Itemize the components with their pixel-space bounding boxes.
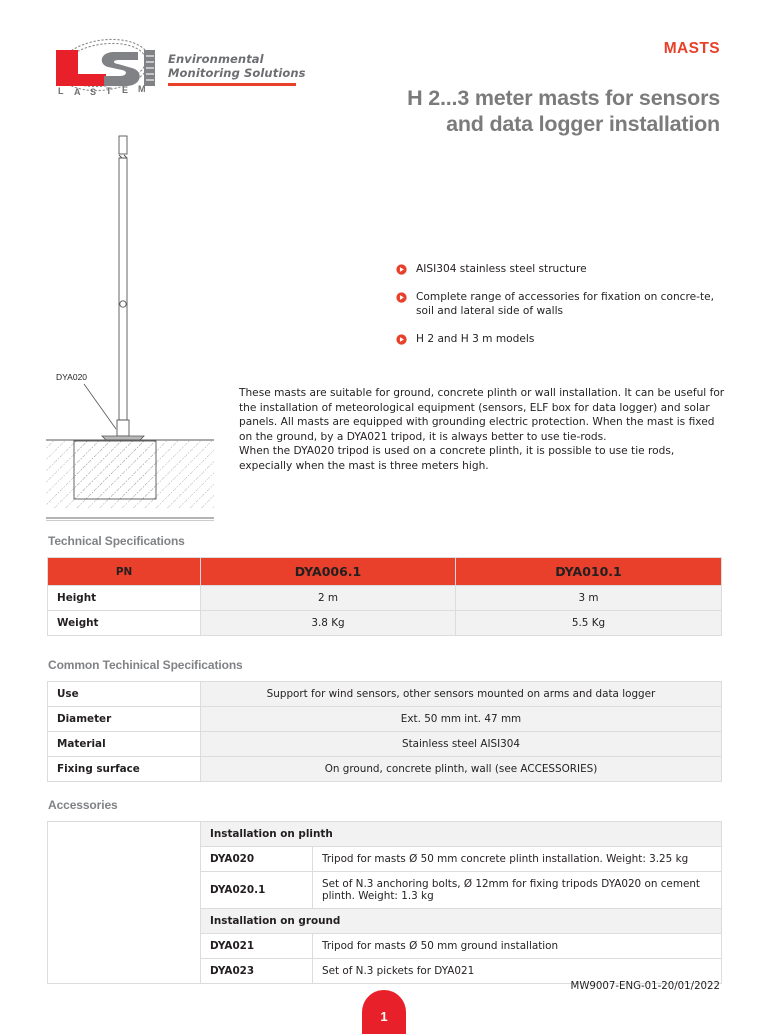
cell-diameter-value: Ext. 50 mm int. 47 mm xyxy=(201,707,722,732)
feature-text: H 2 and H 3 m models xyxy=(416,332,535,345)
cell-material-value: Stainless steel AISI304 xyxy=(201,732,722,757)
feature-text: Complete range of accessories for fixation on concre-te, soil and lateral side of walls xyxy=(416,290,714,317)
cell-height-dya010: 3 m xyxy=(456,586,722,611)
accessory-pn-dya020-1: DYA020.1 xyxy=(201,872,313,909)
table-row xyxy=(48,586,722,611)
table-row xyxy=(48,611,722,636)
feature-list xyxy=(396,262,726,346)
cell-weight-dya010: 5.5 Kg xyxy=(456,611,722,636)
section-title-accessories: Accessories xyxy=(48,798,118,812)
accessory-description-dya020: Tripod for masts Ø 50 mm concrete plinth installation. Weight: 3.25 kg xyxy=(313,847,722,872)
row-label-height: Height xyxy=(48,586,201,611)
row-label-use: Use xyxy=(48,682,201,707)
column-header-pn: PN xyxy=(48,558,201,586)
common-specifications-table xyxy=(47,681,722,782)
feature-text: AISI304 stainless steel structure xyxy=(416,263,587,275)
play-bullet-icon xyxy=(396,334,407,345)
cell-weight-dya006: 3.8 Kg xyxy=(201,611,456,636)
svg-text:T: T xyxy=(106,86,113,96)
list-item xyxy=(396,262,726,277)
tagline-line-2: Monitoring Solutions xyxy=(168,66,306,80)
section-title-common-specifications: Common Techinical Specifications xyxy=(48,658,243,672)
accessory-pn-dya021: DYA021 xyxy=(201,934,313,959)
brand-tagline xyxy=(168,52,348,86)
group-header-installation-on-plinth: Installation on plinth xyxy=(201,822,722,847)
table-row xyxy=(48,707,722,732)
drawing-caption-dya020: DYA020 xyxy=(56,372,88,382)
svg-text:S: S xyxy=(90,87,98,96)
page-title-line-2: and data logger installation xyxy=(446,112,720,136)
page-number-badge: 1 xyxy=(362,990,406,1034)
accessory-pn-dya023: DYA023 xyxy=(201,959,313,984)
accessory-pn-dya020: DYA020 xyxy=(201,847,313,872)
svg-text:A: A xyxy=(74,87,82,96)
list-item xyxy=(396,332,726,347)
table-row xyxy=(48,682,722,707)
play-bullet-icon xyxy=(396,264,407,275)
table-row xyxy=(48,757,722,782)
table-row xyxy=(48,732,722,757)
table-header-row xyxy=(48,558,722,586)
intro-paragraph-1: These masts are suitable for ground, concrete plinth or wall installation. It can be useful for the installation of meteorological equipment (sensors, ELF box for data logger) and solar panels. All masts are equipped with grounding electric protection. When the mast is fixed on the ground, by a DYA021 tripod, it is always better to use tie-rods. xyxy=(239,387,725,443)
document-code: MW9007-ENG-01-20/01/2022 xyxy=(570,981,720,992)
accessory-description-dya021: Tripod for masts Ø 50 mm ground installation xyxy=(313,934,722,959)
row-label-diameter: Diameter xyxy=(48,707,201,732)
cell-height-dya006: 2 m xyxy=(201,586,456,611)
row-label-fixing-surface: Fixing surface xyxy=(48,757,201,782)
svg-text:L: L xyxy=(58,86,65,96)
intro-paragraph-2: When the DYA020 tripod is used on a concrete plinth, it is possible to use tie rods, expecially when the mast is three meters high. xyxy=(239,445,675,472)
tagline-line-1: Environmental xyxy=(168,52,264,66)
mast-technical-drawing xyxy=(44,122,216,522)
accessory-description-dya020-1: Set of N.3 anchoring bolts, Ø 12mm for fixing tripods DYA020 on cement plinth. Weight: 1.3 kg xyxy=(313,872,722,909)
cell-use-value: Support for wind sensors, other sensors mounted on arms and data logger xyxy=(201,682,722,707)
column-header-dya006: DYA006.1 xyxy=(201,558,456,586)
column-header-dya010: DYA010.1 xyxy=(456,558,722,586)
accessories-image-cell xyxy=(48,822,201,984)
technical-specifications-table xyxy=(47,557,722,636)
accessories-table xyxy=(47,821,722,984)
intro-paragraphs xyxy=(239,386,725,474)
svg-text:M: M xyxy=(138,84,147,94)
cell-fixing-surface-value: On ground, concrete plinth, wall (see ACCESSORIES) xyxy=(201,757,722,782)
accessory-description-dya023: Set of N.3 pickets for DYA021 xyxy=(313,959,722,984)
play-bullet-icon xyxy=(396,292,407,303)
section-title-technical-specifications: Technical Specifications xyxy=(48,534,185,548)
table-row xyxy=(48,822,722,847)
lsi-lastem-logo-icon xyxy=(48,34,170,96)
page-title xyxy=(250,85,720,137)
page-title-line-1: H 2...3 meter masts for sensors xyxy=(407,86,720,110)
row-label-material: Material xyxy=(48,732,201,757)
list-item xyxy=(396,290,726,319)
group-header-installation-on-ground: Installation on ground xyxy=(201,909,722,934)
svg-text:E: E xyxy=(122,85,130,95)
category-label: MASTS xyxy=(663,40,720,57)
row-label-weight: Weight xyxy=(48,611,201,636)
